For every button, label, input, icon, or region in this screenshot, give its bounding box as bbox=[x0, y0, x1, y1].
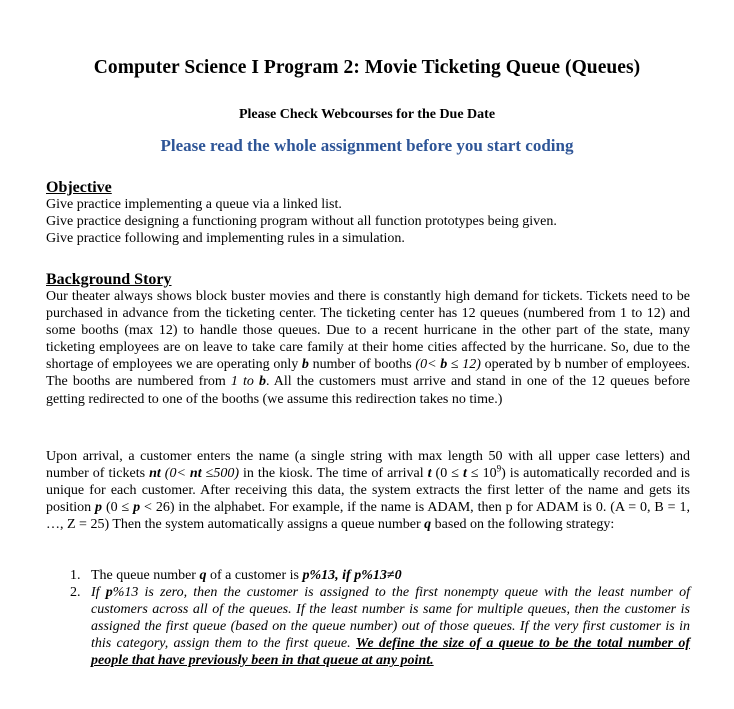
objective-heading: Objective bbox=[46, 179, 112, 196]
objective-item: Give practice implementing a queue via a linked list. bbox=[46, 197, 342, 212]
queue-rules-list bbox=[65, 567, 690, 669]
read-assignment-notice: Please read the whole assignment before you start coding bbox=[160, 136, 574, 155]
arrival-paragraph: Upon arrival, a customer enters the name (a single string with max length 50 with all upper case letters) and number of tickets nt (0< nt ≤500) in the kiosk. The time of arrival t $(0 \le t \le 10^9)$ is automatically recorded and is unique for each customer. After receiving this data, the system extracts the first letter of the name and gets its position p (0 ≤ p < 26) in the alphabet. For example, if the name is ADAM, then p for ADAM is 0. (A = 0, B = 1, …, Z = 25) Then the system automatically assigns a queue number q based on the following strategy: bbox=[46, 449, 690, 533]
document-title: Computer Science I Program 2: Movie Ticketing Queue (Queues) bbox=[93, 57, 641, 78]
rule-item: 1. The queue number q of a customer is p%13, if p%13≠0 bbox=[70, 568, 402, 583]
background-heading: Background Story bbox=[46, 271, 172, 288]
objective-item: Give practice designing a functioning program without all function prototypes being given. bbox=[46, 214, 557, 229]
objective-item: Give practice following and implementing rules in a simulation. bbox=[46, 231, 405, 246]
due-date-notice: Please Check Webcourses for the Due Date bbox=[238, 107, 496, 122]
objective-section bbox=[46, 179, 690, 247]
background-paragraph-1: Our theater always shows block buster movies and there is constantly high demand for tickets. Tickets need to be purchased in advance from the ticketing center. The ticketing center has 12 queues (numbered from 1 to 12) and some booths (max 12) to handle those queues. Due to a recent hurricane in the other part of the state, many ticketing employees are on leave to take care family at their home cities affected by the hurricane. So, due to the shortage of employees we are operating only b number of booths (0< b ≤ 12) operated by b number of employees. The booths are numbered from 1 to b. All the customers must arrive and stand in one of the 12 queues before getting redirected to one of the booths (we assume this redirection takes no time.) bbox=[46, 289, 690, 407]
rule-item: 2. If p%13 is zero, then the customer is assigned to the first nonempty queue with the least number of customers across all of the queues. If the least number is same for multiple queues, then the customer is assigned the first queue (based on the queue number) out of those queues. If the very first customer is in this category, assign them to the first queue. We define the size of a queue to be the total number of people that have previously been in that queue at any point. bbox=[70, 585, 691, 668]
background-section bbox=[46, 271, 690, 408]
